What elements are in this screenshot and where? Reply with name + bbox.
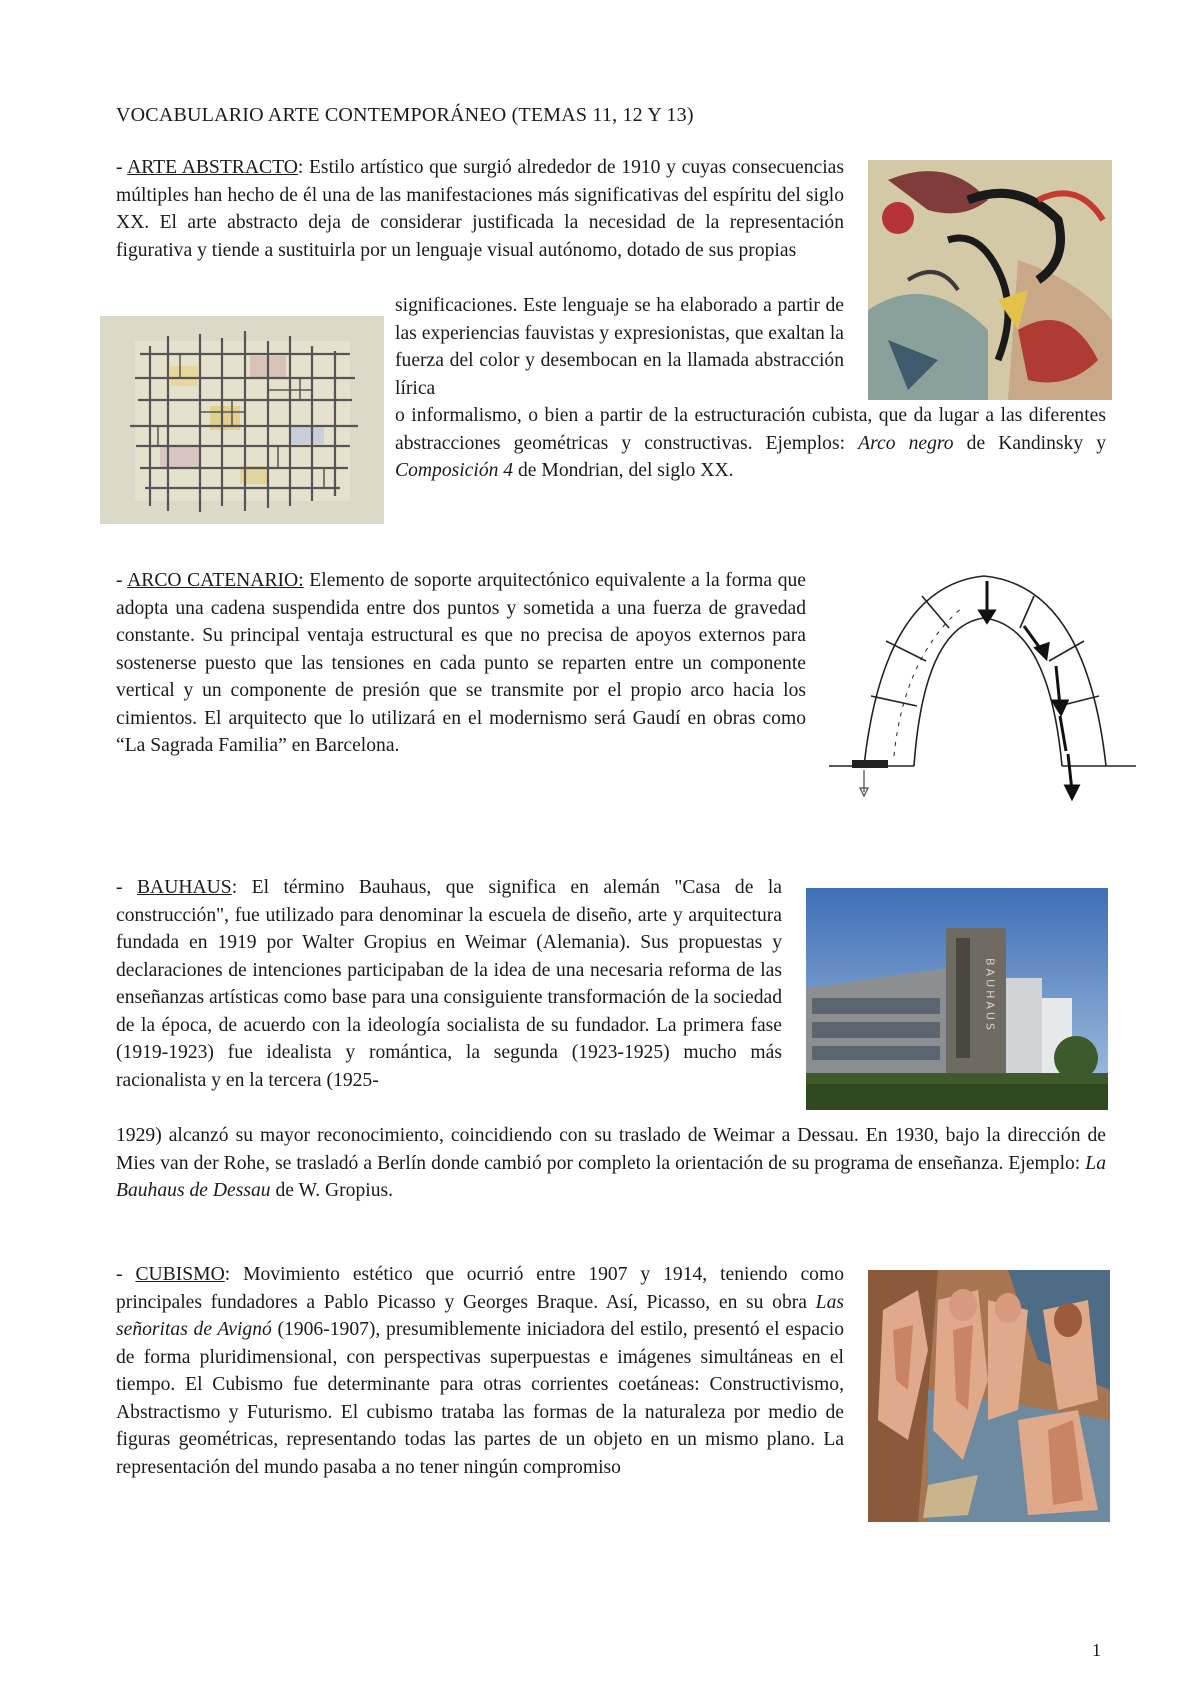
bauhaus-sep: : [231, 877, 252, 898]
abstracto-text-3c: de Mondrian, del siglo XX. [513, 460, 734, 481]
catenario-text: Elemento de soporte arquitectónico equivalente a la forma que adopta una cadena suspendida entre dos puntos y sometida a una fuerza de gravedad constante. Su principal ventaja estructural es que no precisa de apoyos externos para sostenerse puesto que las tensiones en cada punto se reparten entre un componente vertical y un componente de presión que se transmite por el propio arco hacia los cimientos. El arquitecto que lo utilizará en el modernismo será Gaudí en obras como “La Sagrada Familia” en Barcelona. [116, 570, 806, 756]
cubismo-text-b: (1906-1907), presumiblemente iniciadora del estilo, presentó el espacio de forma pluridimensional, con perspectivas superpuestas e imágenes simultáneas en el tiempo. El Cubismo fue determinante para otras corrientes coetáneas: Constructivismo, Abstractismo y Futurismo. El cubismo trataba las formas de la naturaleza por medio de figuras geométricas, representando todas las partes de un objeto en un mismo plano. La representación del mundo pasaba a no tener ningún compromiso [116, 1319, 844, 1478]
abstracto-dash: - [116, 157, 128, 178]
cubismo-paragraph [116, 1261, 844, 1481]
bauhaus-term: BAUHAUS [136, 877, 232, 898]
abstracto-paragraph-2 [395, 292, 844, 402]
abstracto-text-3a: o informalismo, o bien a partir de la estructuración cubista, que da lugar a las diferentes abstracciones geométricas y constructivas. Ejemplos: [395, 405, 1106, 454]
abstracto-term: ARTE ABSTRACTO [127, 157, 298, 178]
work-composicion-4: Composición 4 [395, 460, 514, 481]
catenario-paragraph [116, 567, 806, 760]
abstracto-text-1: Estilo artístico que surgió alrededor de 1910 y cuyas consecuencias múltiples han hecho de él una de las manifestaciones más significativas del espíritu del siglo XX. El arte abstracto deja de considerar justificada la necesidad de la representación figurativa y tiende a sustituirla por un lenguaje visual autónomo, dotado de sus propias [116, 157, 844, 261]
work-senoritas-avigno: Las señoritas de Avignó [116, 1291, 844, 1340]
bauhaus-text-2a: 1929) alcanzó su mayor reconocimiento, coincidiendo con su traslado de Weimar a Dessau. En 1930, bajo la dirección de Mies van der Rohe, se trasladó a Berlín donde cambió por completo la orientación de su programa de enseñanza. Ejemplo: [116, 1125, 1106, 1174]
abstracto-sep: : [297, 157, 309, 178]
work-arco-negro: Arco negro [858, 432, 954, 454]
abstracto-text-2: significaciones. Este lenguaje se ha elaborado a partir de las experiencias fauvistas y expresionistas, que exaltan la fuerza del color y desembocan en la llamada abstracción lírica [395, 295, 844, 399]
catenary-arch-diagram [824, 556, 1140, 812]
page-title: VOCABULARIO ARTE CONTEMPORÁNEO (TEMAS 11, 12 Y 13) [116, 104, 694, 126]
bauhaus-dash: - [116, 877, 137, 898]
cubismo-text-a: Movimiento estético que ocurrió entre 1907 y 1914, teniendo como principales fundadores a Pablo Picasso y Georges Braque. Así, Picasso, en su obra [116, 1264, 844, 1313]
catenario-dash: - [116, 570, 128, 591]
catenario-term: ARCO CATENARIO: [127, 570, 304, 591]
bauhaus-building-sign: BAUHAUS [983, 958, 997, 1033]
bauhaus-paragraph-2 [116, 1122, 1106, 1205]
mondrian-painting-image [100, 316, 384, 524]
cubismo-dash: - [116, 1264, 136, 1285]
page-number: 1 [1092, 1640, 1101, 1660]
abstracto-paragraph-1 [116, 154, 844, 264]
abstracto-paragraph-3 [395, 402, 1106, 485]
bauhaus-building-photo [806, 888, 1108, 1110]
bauhaus-paragraph-1 [116, 874, 782, 1094]
cubismo-sep: : [224, 1264, 244, 1285]
cubismo-term: CUBISMO [135, 1264, 225, 1285]
abstracto-text-3b: de Kandinsky y [953, 432, 1107, 454]
bauhaus-text-1: El término Bauhaus, que significa en alemán "Casa de la construcción", fue utilizado para denominar la escuela de diseño, arte y arquitectura fundada en 1919 por Walter Gropius en Weimar (Alemania). Sus propuestas y declaraciones de intenciones participaban de la idea de una necesaria reforma de las enseñanzas artísticas como base para una consiguiente transformación de la sociedad de la época, de acuerdo con la ideología socialista de su fundador. La primera fase (1919-1923) fue idealista y romántica, la segunda (1923-1925) mucho más racionalista y en la tercera (1925- [116, 877, 782, 1091]
picasso-painting-image [868, 1270, 1110, 1522]
bauhaus-text-2b: de W. Gropius. [270, 1180, 394, 1201]
work-bauhaus-dessau: La Bauhaus de Dessau [116, 1152, 1106, 1201]
kandinsky-painting-image [868, 160, 1112, 400]
